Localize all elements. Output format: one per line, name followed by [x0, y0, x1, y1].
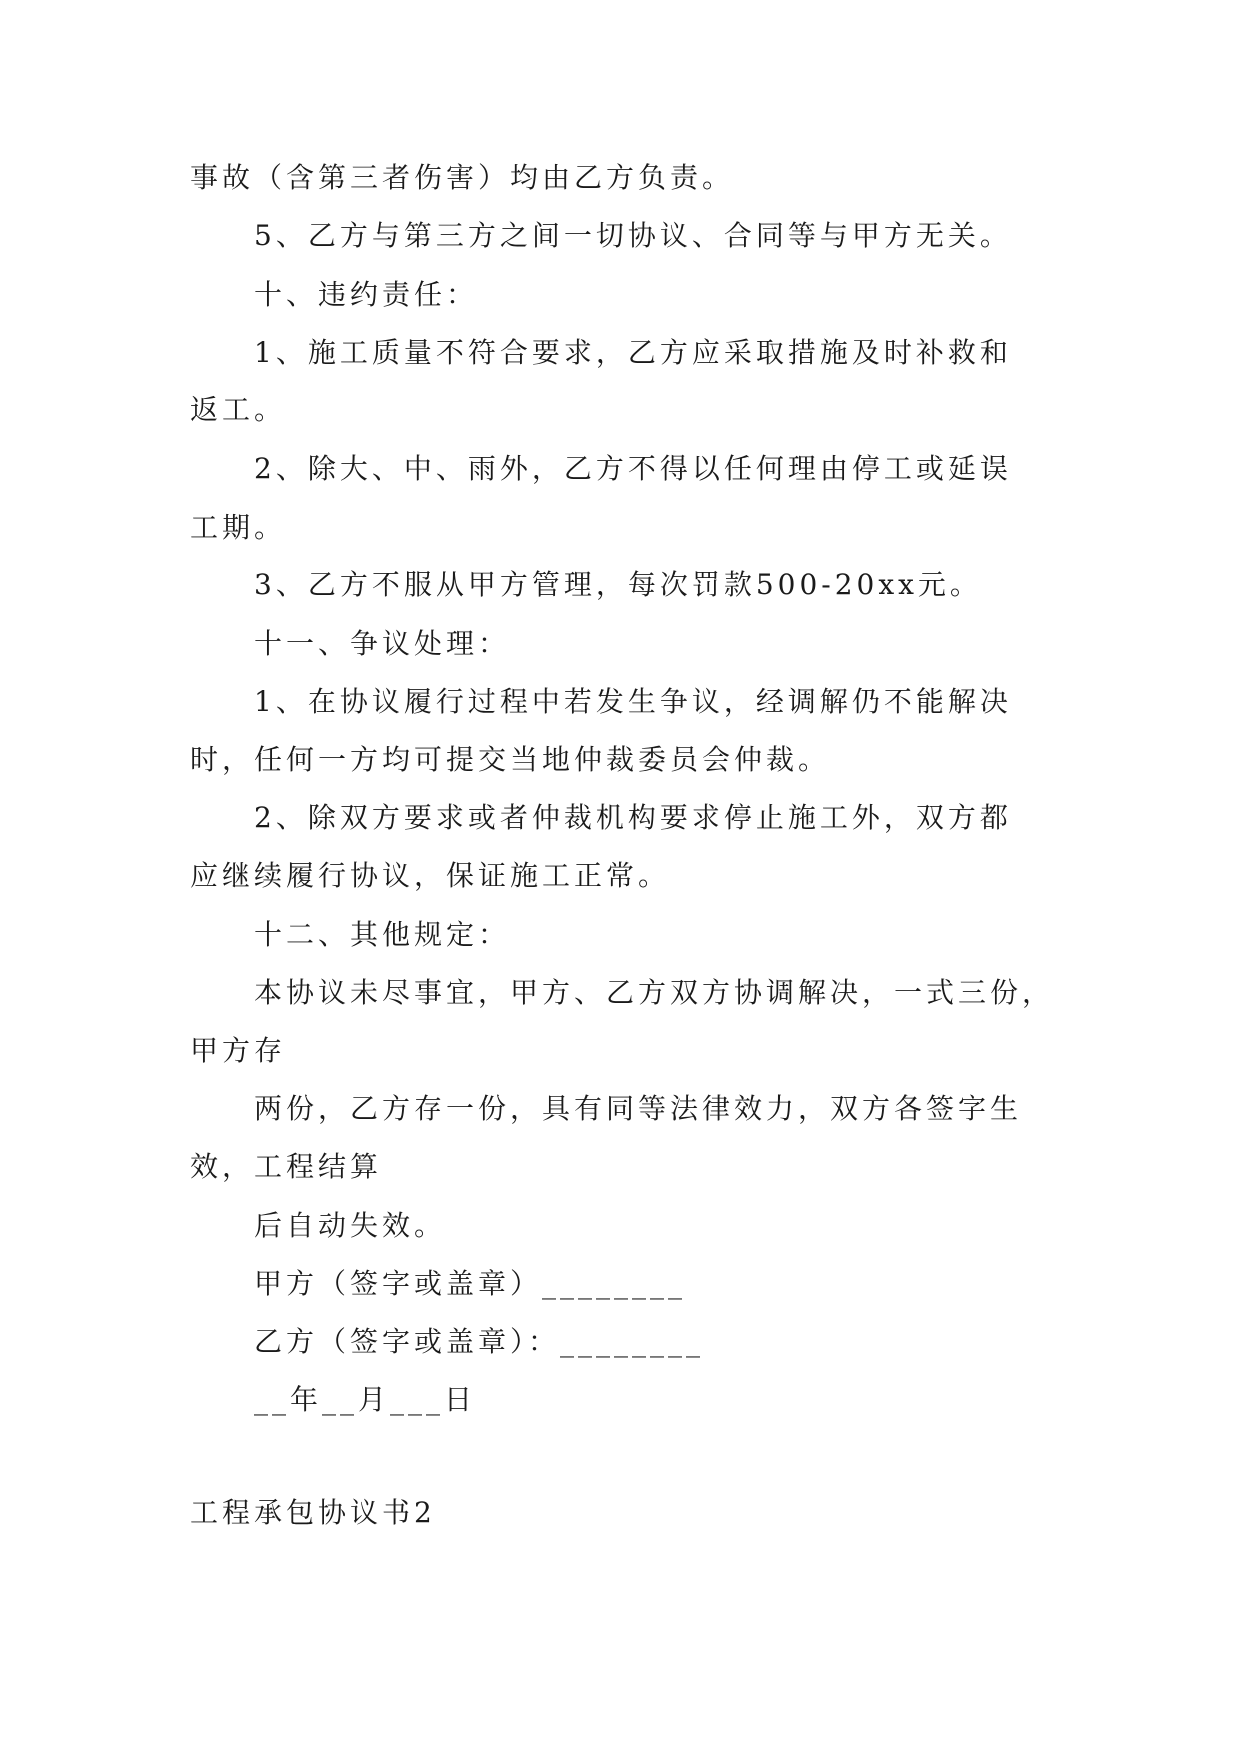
- next-document-title: 工程承包协议书2: [190, 1496, 436, 1529]
- section-heading: 十、违约责任：: [254, 278, 479, 311]
- text-line: 2、除双方要求或者仲裁机构要求停止施工外，双方都: [254, 801, 1012, 834]
- date-line: __年__月___日: [254, 1383, 477, 1416]
- text-line: 甲方存: [190, 1034, 287, 1067]
- signature-line-party-a: 甲方（签字或盖章）________: [254, 1267, 687, 1300]
- section-heading: 十二、其他规定：: [254, 918, 511, 951]
- text-line: 本协议未尽事宜，甲方、乙方双方协调解决，一式三份，: [254, 976, 1055, 1009]
- text-line: 应继续履行协议，保证施工正常。: [190, 859, 671, 892]
- text-line: 3、乙方不服从甲方管理，每次罚款500-20xx元。: [254, 568, 982, 601]
- text-line: 1、在协议履行过程中若发生争议，经调解仍不能解决: [254, 685, 1012, 718]
- text-line: 5、乙方与第三方之间一切协议、合同等与甲方无关。: [254, 219, 1012, 252]
- text-line: 2、除大、中、雨外，乙方不得以任何理由停工或延误: [254, 452, 1012, 485]
- text-line: 后自动失效。: [254, 1209, 447, 1242]
- signature-line-party-b: 乙方（签字或盖章）：________: [254, 1325, 705, 1358]
- text-line: 事故（含第三者伤害）均由乙方负责。: [190, 161, 735, 194]
- text-line: 效，工程结算: [190, 1150, 383, 1183]
- text-line: 工期。: [190, 511, 287, 544]
- text-line: 1、施工质量不符合要求，乙方应采取措施及时补救和: [254, 336, 1012, 369]
- text-line: 时，任何一方均可提交当地仲裁委员会仲裁。: [190, 743, 831, 776]
- section-heading: 十一、争议处理：: [254, 627, 511, 660]
- text-line: 返工。: [190, 393, 287, 426]
- text-line: 两份，乙方存一份，具有同等法律效力，双方各签字生: [254, 1092, 1023, 1125]
